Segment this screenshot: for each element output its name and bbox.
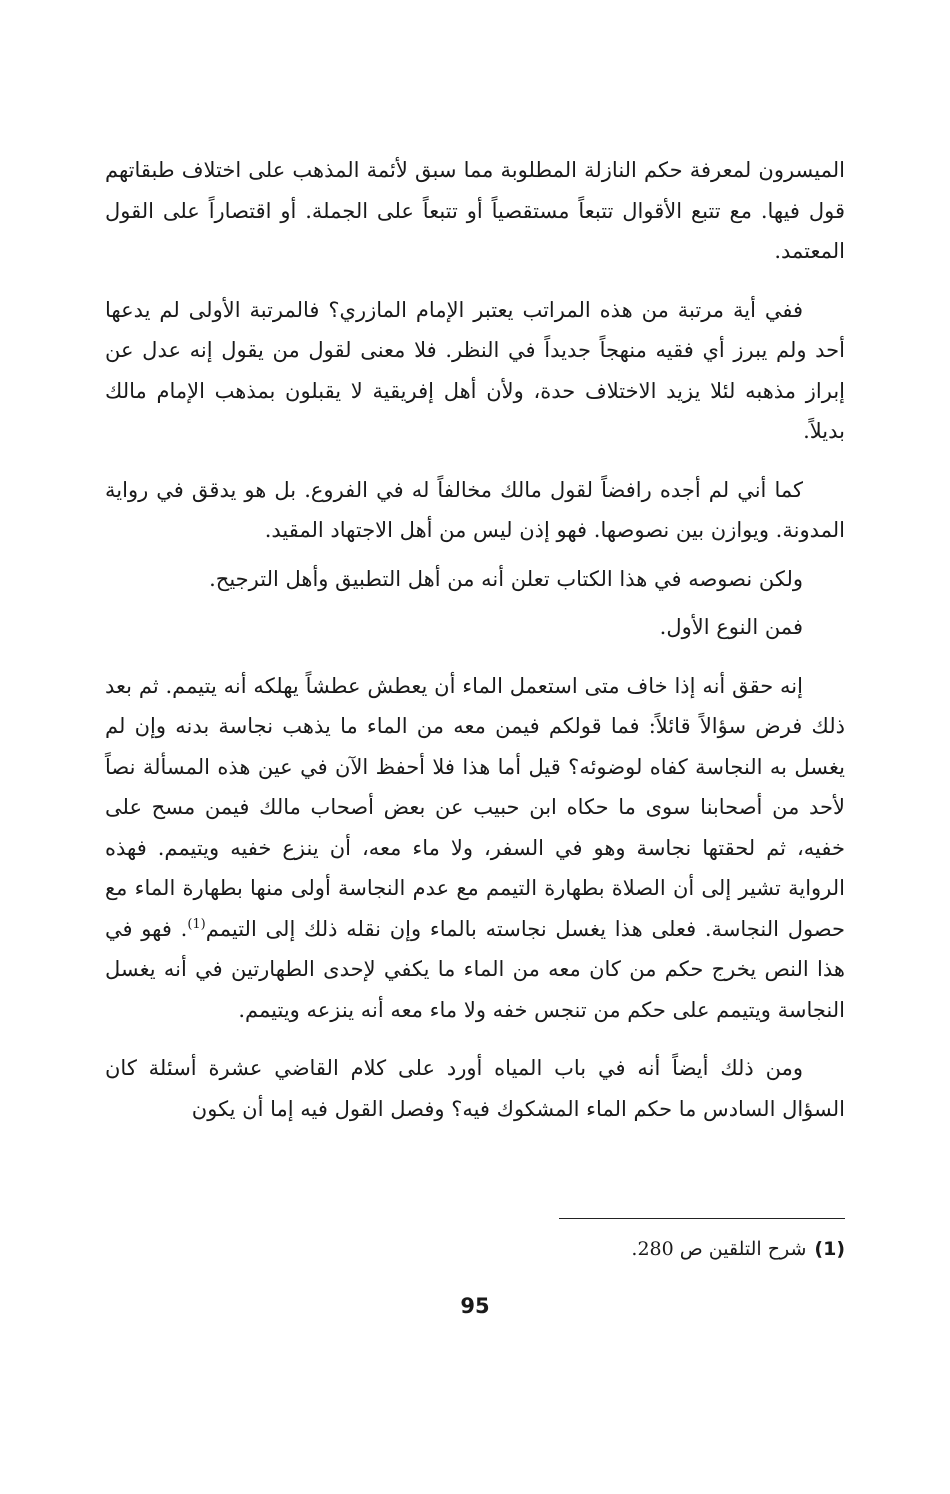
paragraph-6-continuation: . فهو في هذا النص يخرج حكم من كان معه من الماء ما يكفي لإحدى الطهارتين في أنه يغسل النجاسة ويتيمم على حكم من تنجس خفه ولا ماء معه أنه ينزعه ويتيمم. [105, 916, 845, 1022]
paragraph-7: ومن ذلك أيضاً أنه في باب المياه أورد على كلام القاضي عشرة أسئلة كان السؤال السادس ما حكم الماء المشكوك فيه؟ وفصل القول فيه إما أن يكون [105, 1056, 845, 1121]
footnote-divider [559, 1218, 845, 1219]
footnote-number: (1) [814, 1238, 845, 1260]
footnote-reference[interactable]: (1) [187, 916, 206, 932]
footnote [105, 1234, 845, 1264]
paragraph-2: ففي أية مرتبة من هذه المراتب يعتبر الإمام المازري؟ فالمرتبة الأولى لم يدعها أحد ولم يبرز أي فقيه منهجاً جديداً في النظر. فلا معنى لقول من يقول إنه عدل عن إبراز مذهبه لئلا يزيد الاختلاف حدة، ولأن أهل إفريقية لا يقبلون بمذهب الإمام مالك بديلاً. [105, 297, 845, 443]
page-number: 95 [460, 1294, 490, 1318]
page-body [105, 150, 845, 1129]
paragraph-5: فمن النوع الأول. [659, 615, 803, 639]
paragraph-3: كما أني لم أجده رافضاً لقول مالك مخالفاً له في الفروع. بل هو يدقق في رواية المدونة. ويوازن بين نصوصها. فهو إذن ليس من أهل الاجتهاد المقيد. [105, 477, 845, 542]
paragraph-1: الميسرون لمعرفة حكم النازلة المطلوبة مما سبق لأئمة المذهب على اختلاف طبقاتهم قول فيها. مع تتبع الأقوال تتبعاً مستقصياً أو تتبعاً على الجملة. أو اقتصاراً على القول المعتمد. [105, 158, 845, 263]
paragraph-4: ولكن نصوصه في هذا الكتاب تعلن أنه من أهل التطبيق وأهل الترجيح. [209, 566, 803, 591]
paragraph-6-text: إنه حقق أنه إذا خاف متى استعمل الماء أن يعطش عطشاً يهلكه أنه يتيمم. ثم بعد ذلك فرض سؤالاً قائلاً: فما قولكم فيمن معه من الماء ما يذهب نجاسة بدنه وإن لم يغسل به النجاسة كفاه لوضوئه؟ قيل أما هذا فلا أحفظ الآن في عين هذه المسألة نصاً لأحد من أصحابنا سوى ما حكاه ابن حبيب عن بعض أصحاب مالك فيمن مسح على خفيه، ثم لحقتها نجاسة وهو في السفر، ولا ماء معه، أن ينزع خفيه ويتيمم. فهذه الرواية تشير إلى أن الصلاة بطهارة التيمم مع عدم النجاسة أولى منها بطهارة الماء مع حصول النجاسة. فعلى هذا يغسل نجاسته بالماء وإن نقله ذلك إلى التيمم [105, 673, 845, 941]
footnote-text: شرح التلقين ص 280. [631, 1238, 807, 1260]
paragraph-6 [105, 666, 845, 1031]
